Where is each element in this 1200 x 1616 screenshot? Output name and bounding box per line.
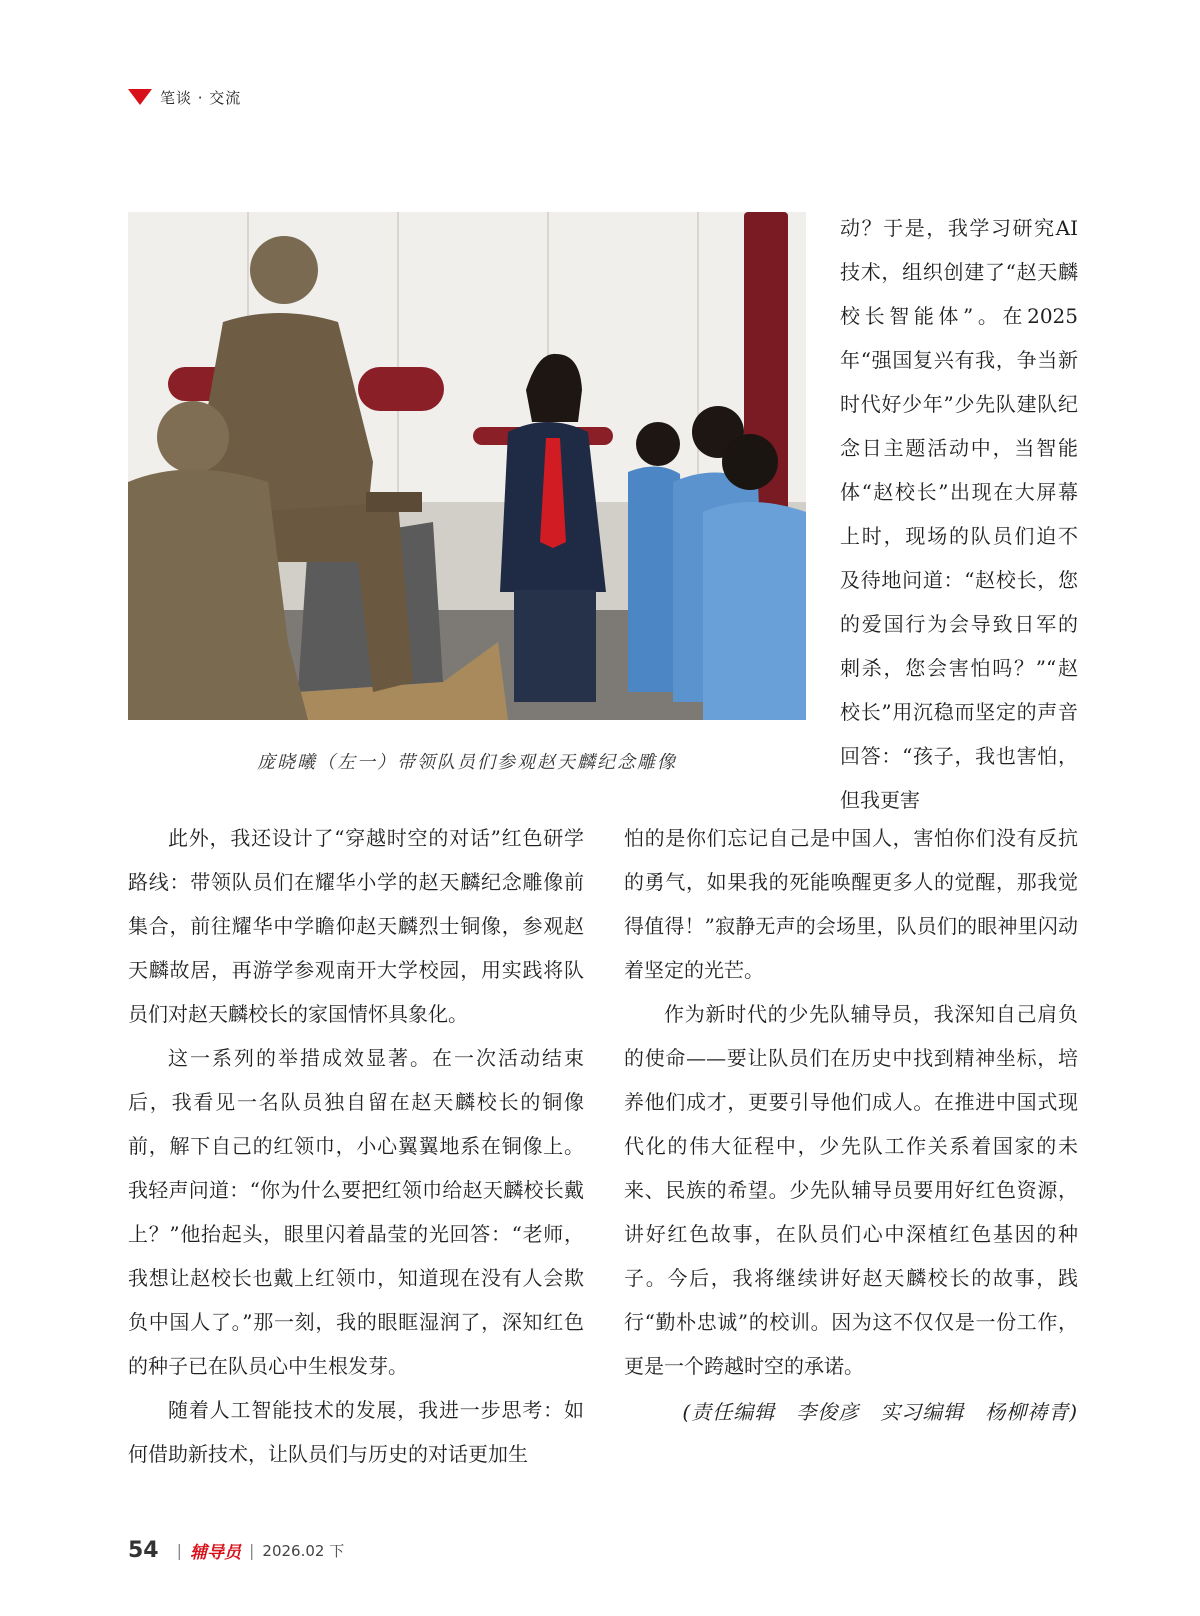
article-paragraph: 动？于是，我学习研究AI技术，组织创建了“赵天麟校长智能体”。在2025年“强国复兴有我，争当新时代好少年”少先队建队纪念日主题活动中，当智能体“赵校长”出现在大屏幕上时，现场的队员们迫不及待地问道：“赵校长，您的爱国行为会导致日军的刺杀，您会害怕吗？”“赵校长”用沉稳而坚定的声音回答：“孩子，我也害怕，但我更害: [840, 216, 1078, 812]
article-column-right-top: [840, 206, 1078, 822]
article-paragraph: 这一系列的举措成效显著。在一次活动结束后，我看见一名队员独自留在赵天麟校长的铜像前，解下自己的红领巾，小心翼翼地系在铜像上。我轻声问道：“你为什么要把红领巾给赵天麟校长戴上？”他抬起头，眼里闪着晶莹的光回答：“老师，我想让赵校长也戴上红领巾，知道现在没有人会欺负中国人了。”那一刻，我的眼眶湿润了，深知红色的种子已在队员心中生根发芽。: [128, 1046, 584, 1378]
article-paragraph: 随着人工智能技术的发展，我进一步思考：如何借助新技术，让队员们与历史的对话更加生: [128, 1398, 584, 1466]
footer-divider: |: [249, 1541, 255, 1560]
issue-label: 2026.02 下: [262, 1542, 345, 1560]
statue-scene-illustration: [128, 212, 806, 720]
section-header: [128, 84, 241, 110]
footer-divider: |: [176, 1541, 183, 1560]
section-title: 笔谈 · 交流: [160, 88, 242, 107]
magazine-logo: 辅导员: [190, 1543, 242, 1563]
section-triangle-icon: [128, 89, 152, 105]
article-paragraph: 此外，我还设计了“穿越时空的对话”红色研学路线：带领队员们在耀华小学的赵天麟纪念雕像前集合，前往耀华中学瞻仰赵天麟烈士铜像，参观赵天麟故居，再游学参观南开大学校园，用实践将队员们对赵天麟校长的家国情怀具象化。: [128, 826, 584, 1026]
editor-credit: (责任编辑 李俊彦 实习编辑 杨柳祷青): [682, 1400, 1078, 1424]
article-column-right: [624, 816, 1078, 1434]
page-footer: [128, 1538, 344, 1563]
page-number: 54: [128, 1538, 159, 1563]
photo-caption: 庞晓曦（左一）带领队员们参观赵天麟纪念雕像: [257, 752, 677, 773]
article-paragraph: 作为新时代的少先队辅导员，我深知自己肩负的使命——要让队员们在历史中找到精神坐标，培养他们成才，更要引导他们成人。在推进中国式现代化的伟大征程中，少先队工作关系着国家的未来、民族的希望。少先队辅导员要用好红色资源，讲好红色故事，在队员们心中深植红色基因的种子。今后，我将继续讲好赵天麟校长的故事，践行“勤朴忠诚”的校训。因为这不仅仅是一份工作，更是一个跨越时空的承诺。: [624, 1002, 1078, 1378]
article-column-left: [128, 816, 584, 1476]
article-photo: [128, 212, 806, 720]
article-paragraph: 怕的是你们忘记自己是中国人，害怕你们没有反抗的勇气，如果我的死能唤醒更多人的觉醒，那我觉得值得！”寂静无声的会场里，队员们的眼神里闪动着坚定的光芒。: [624, 826, 1078, 982]
